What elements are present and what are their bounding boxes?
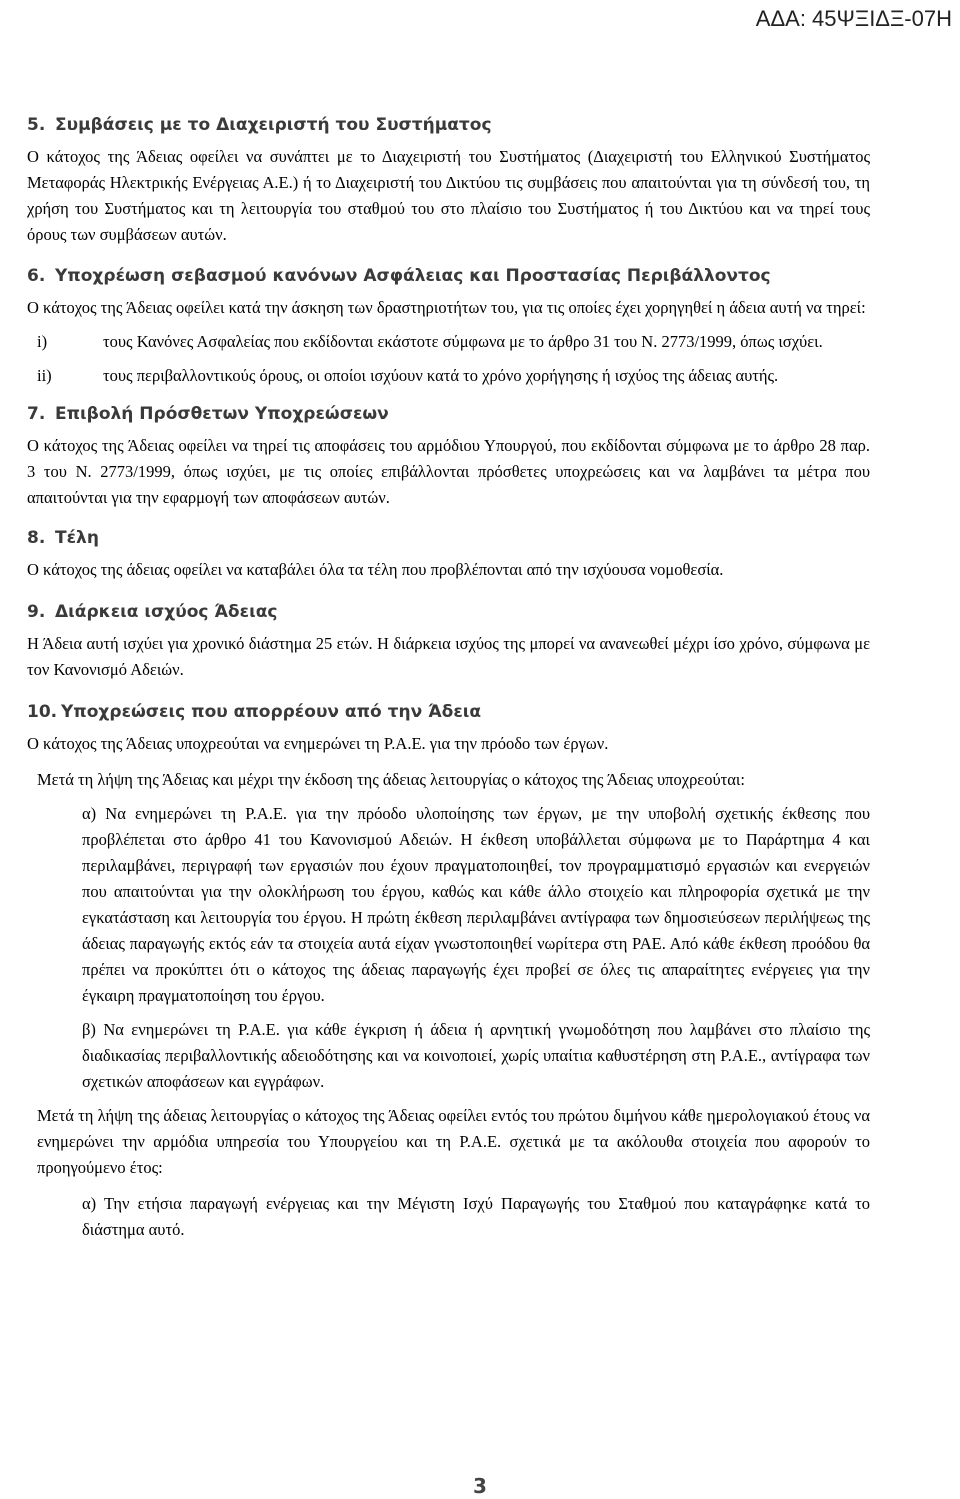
list-marker: ii): [37, 366, 52, 385]
section-number: 8.: [27, 528, 46, 548]
paragraph: Η Άδεια αυτή ισχύει για χρονικό διάστημα 25 ετών. Η διάρκεια ισχύος της μπορεί να ανανεωθεί μέχρι ίσο χρόνο, σύμφωνα με τον Κανονισμό Αδειών.: [27, 634, 870, 679]
annual-obligation-a: α) Την ετήσια παραγωγή ενέργειας και την Μέγιστη Ισχύ Παραγωγής του Σταθμού που καταγράφηκε κατά το διάστημα αυτό.: [82, 1194, 870, 1239]
section-8-heading: [27, 525, 870, 551]
paragraph: Ο κάτοχος της Άδειας οφείλει να συνάπτει με το Διαχειριστή του Συστήματος (Διαχειριστή του Ελληνικού Συστήματος Μεταφοράς Ηλεκτρικής Ενέργειας Α.Ε.) ή το Διαχειριστή του Δικτύου τις συμβάσεις που απαιτούνται για τη σύνδεσή του, τη χρήση του Συστήματος και τη λειτουργία του σταθμού του στο πλαίσιο του Συστήματος ή του Δικτύου και να τηρεί τους όρους των συμβάσεων αυτών.: [27, 147, 870, 244]
list-item: [27, 363, 870, 389]
section-10-heading: [27, 699, 870, 725]
list-text: τους περιβαλλοντικούς όρους, οι οποίοι ισχύουν κατά το χρόνο χορήγησης ή ισχύος της άδειας αυτής.: [103, 366, 779, 385]
page-number: 3: [473, 1474, 487, 1498]
list-text: τους Κανόνες Ασφαλείας που εκδίδονται εκάστοτε σύμφωνα με το άρθρο 31 του Ν. 2773/1999, όπως ισχύει.: [103, 332, 823, 351]
document-body: [27, 112, 870, 1243]
section-title: Υποχρεώσεις που απορρέουν από την Άδεια: [61, 702, 482, 722]
section-title: Συμβάσεις με το Διαχειριστή του Συστήματος: [55, 115, 492, 135]
section-9-heading: [27, 599, 870, 625]
paragraph: Ο κάτοχος της άδειας οφείλει να καταβάλει όλα τα τέλη που προβλέπονται από την ισχύουσα νομοθεσία.: [27, 560, 724, 579]
paragraph: Μετά τη λήψη της άδειας λειτουργίας ο κάτοχος της Άδειας οφείλει εντός του πρώτου διμήνου κάθε ημερολογιακού έτους να ενημερώνει την αρμόδια υπηρεσία του Υπουργείου και τη Ρ.Α.Ε. σχετικά με τα ακόλουθα στοιχεία που αφορούν το προηγούμενο έτος:: [37, 1106, 870, 1177]
paragraph: Ο κάτοχος της Άδειας υποχρεούται να ενημερώνει τη Ρ.Α.Ε. για την πρόοδο των έργων.: [27, 734, 609, 753]
section-number: 10.: [27, 702, 58, 722]
paragraph: Μετά τη λήψη της Άδειας και μέχρι την έκδοση της άδειας λειτουργίας ο κάτοχος της Άδειας υποχρεούται:: [37, 770, 745, 789]
section-number: 5.: [27, 115, 46, 135]
conditions-list: [27, 329, 870, 389]
paragraph: Ο κάτοχος της Άδειας οφείλει κατά την άσκηση των δραστηριοτήτων του, για τις οποίες έχει χορηγηθεί η άδεια αυτή να τηρεί:: [27, 298, 866, 317]
obligation-a: α) Να ενημερώνει τη Ρ.Α.Ε. για την πρόοδο υλοποίησης των έργων, με την υποβολή σχετικής έκθεσης που προβλέπεται στο άρθρο 41 του Κανονισμού Αδειών. Η έκθεση υποβάλλεται σύμφωνα με το Παράρτημα 4 και περιλαμβάνει, περιγραφή των εργασιών που έχουν πραγματοποιηθεί, τον προγραμματισμό εργασιών και ενεργειών που απαιτούνται για την ολοκλήρωση του έργου, καθώς και κάθε άλλο στοιχείο και πληροφορία σχετικά με την εγκατάσταση και λειτουργία του έργου. Η πρώτη έκθεση περιλαμβάνει αντίγραφα των δημοσιεύσεων περιλήψεως της άδειας παραγωγής εκτός εάν τα στοιχεία αυτά είχαν γνωστοποιηθεί νωρίτερα στη ΡΑΕ. Από κάθε έκθεση προόδου θα πρέπει να προκύπτει ότι ο κάτοχος της άδειας παραγωγής έχει προβεί σε όλες τις απαραίτητες ενέργειες για την έγκαιρη πραγματοποίηση του έργου.: [82, 804, 870, 1005]
paragraph: Ο κάτοχος της Άδειας οφείλει να τηρεί τις αποφάσεις του αρμόδιου Υπουργού, που εκδίδονται σύμφωνα με το άρθρο 28 παρ. 3 του Ν. 2773/1999, όπως ισχύει, με τις οποίες επιβάλλονται πρόσθετες υποχρεώσεις και να λαμβάνει τα μέτρα που απαιτούνται για την εφαρμογή των αποφάσεων αυτών.: [27, 436, 870, 507]
section-title: Επιβολή Πρόσθετων Υποχρεώσεων: [55, 404, 389, 424]
section-number: 6.: [27, 266, 46, 286]
list-item: [27, 329, 870, 355]
ada-code: ΑΔΑ: 45ΨΞΙΔΞ-07Η: [755, 6, 952, 31]
section-number: 9.: [27, 602, 46, 622]
section-7-heading: [27, 401, 870, 427]
list-marker: i): [37, 332, 48, 351]
section-title: Διάρκεια ισχύος Άδειας: [55, 602, 278, 622]
section-title: Υποχρέωση σεβασμού κανόνων Ασφάλειας και Προστασίας Περιβάλλοντος: [55, 266, 771, 286]
obligation-b: β) Να ενημερώνει τη Ρ.Α.Ε. για κάθε έγκριση ή άδεια ή αρνητική γνωμοδότηση που λαμβάνει στο πλαίσιο της διαδικασίας περιβαλλοντικής αδειοδότησης και να κοινοποιεί, χωρίς υπαίτια καθυστέρηση στη Ρ.Α.Ε., αντίγραφα των σχετικών αποφάσεων και εγγράφων.: [82, 1020, 870, 1091]
section-6-heading: [27, 263, 870, 289]
section-title: Τέλη: [55, 528, 99, 548]
section-5-heading: [27, 112, 870, 138]
section-number: 7.: [27, 404, 46, 424]
